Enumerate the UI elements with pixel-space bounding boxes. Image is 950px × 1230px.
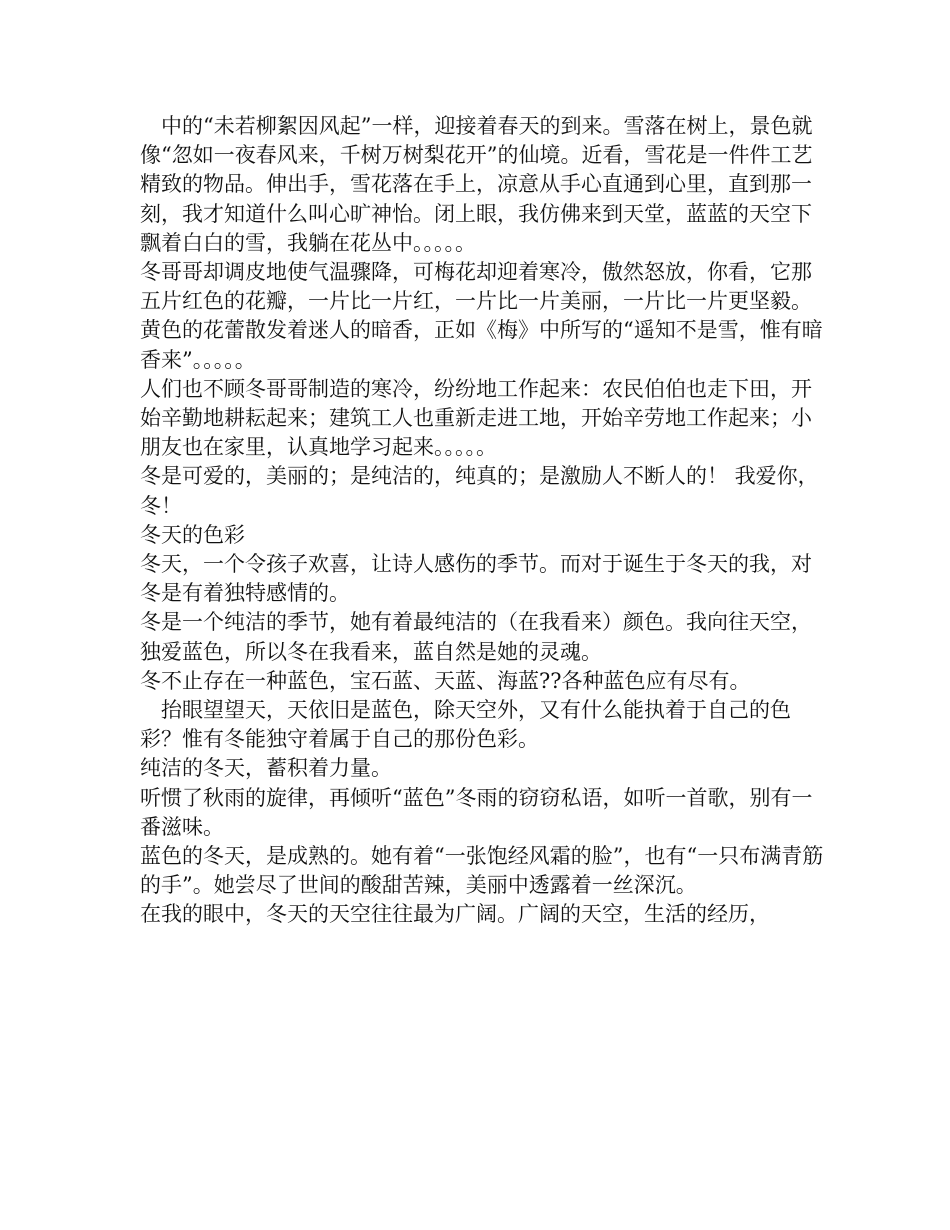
- paragraph: 抬眼望望天，天依旧是蓝色，除天空外，又有什么能执着于自己的色彩？惟有冬能独守着属于自己的那份色彩。: [140, 698, 791, 752]
- paragraph: 听惯了秋雨的旋律，再倾听“蓝色”冬雨的窃窃私语，如听一首歌，别有一番滋味。: [140, 785, 813, 839]
- paragraph: 冬是可爱的，美丽的；是纯洁的，纯真的；是激励人不断人的！ 我爱你，冬！: [140, 464, 819, 518]
- paragraph: 蓝色的冬天，是成熟的。她有着“一张饱经风霜的脸”，也有“一只布满青筋的手”。她尝尽了世间的酸甜苦辣，美丽中透露着一丝深沉。: [140, 844, 824, 898]
- paragraph: 冬是一个纯洁的季节，她有着最纯洁的（在我看来）颜色。我向往天空，独爱蓝色，所以冬在我看来，蓝自然是她的灵魂。: [140, 610, 812, 664]
- paragraph: 人们也不顾冬哥哥制造的寒冷，纷纷地工作起来：农民伯伯也走下田，开始辛勤地耕耘起来；建筑工人也重新走进工地，开始辛劳地工作起来；小朋友也在家里，认真地学习起来。。。。。: [140, 376, 812, 460]
- paragraph: 冬哥哥却调皮地使气温骤降，可梅花却迎着寒冷，傲然怒放，你看，它那五片红色的花瓣，一片比一片红，一片比一片美丽，一片比一片更坚毅。黄色的花蕾散发着迷人的暗香，正如《梅》中所写的“遥知不是雪，惟有暗香来”。。。。。: [140, 260, 823, 372]
- paragraph: 纯洁的冬天，蓄积着力量。: [140, 756, 392, 781]
- paragraph: 冬天，一个令孩子欢喜，让诗人感伤的季节。而对于诞生于冬天的我，对冬是有着独特感情的。: [140, 552, 812, 606]
- document-body: [140, 112, 830, 930]
- paragraph: 中的“未若柳絮因风起”一样，迎接着春天的到来。雪落在树上，景色就像“忽如一夜春风来，千树万树梨花开”的仙境。近看，雪花是一件件工艺精致的物品。伸出手，雪花落在手上，凉意从手心直通到心里，直到那一刻，我才知道什么叫心旷神怡。闭上眼，我仿佛来到天堂，蓝蓝的天空下飘着白白的雪，我躺在花丛中。。。。。: [140, 114, 813, 255]
- section-heading: 冬天的色彩: [140, 522, 245, 547]
- paragraph: 冬不止存在一种蓝色，宝石蓝、天蓝、海蓝??各种蓝色应有尽有。: [140, 668, 751, 693]
- paragraph: 在我的眼中，冬天的天空往往最为广阔。广阔的天空，生活的经历，: [140, 902, 770, 927]
